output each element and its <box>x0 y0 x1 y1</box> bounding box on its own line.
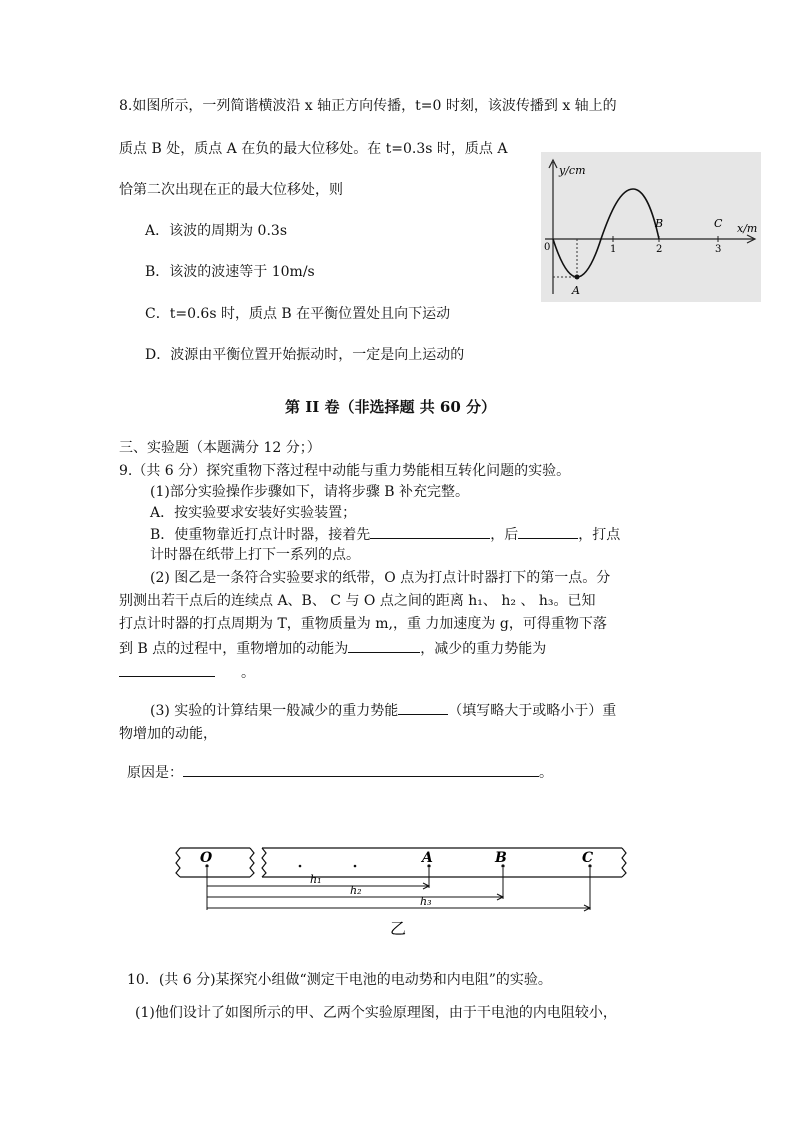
q8-option-d: D．波源由平衡位置开始振动时，一定是向上运动的 <box>145 347 465 363</box>
paper-tape-figure <box>170 840 670 940</box>
tape-caption: 乙 <box>390 919 407 938</box>
q9-part-2-line-2: 别测出若干点后的连续点 A、B、 C 与 O 点之间的距离 h₁、 h₂ 、 h₃。已知 <box>119 593 596 609</box>
tape-label-b: B <box>495 850 507 866</box>
tape-break-left <box>250 848 254 877</box>
q10-line-1: 10．(共 6 分)某探究小组做“测定干电池的电动势和内电阻”的实验。 <box>127 972 552 988</box>
q9-blank-4[interactable] <box>119 662 215 677</box>
dimension-h1-label: h₁ <box>310 873 322 886</box>
q9-period: 。 <box>241 665 255 681</box>
q9-kinetic-energy-text: 到 B 点的过程中，重物增加的动能为 <box>119 641 349 657</box>
q9-reason-label: 原因是： <box>127 765 183 781</box>
q9-reason <box>127 762 553 783</box>
y-axis-label: y/cm <box>559 164 586 177</box>
tick-label-1: 1 <box>610 244 617 255</box>
q8-option-c: C．t=0.6s 时，质点 B 在平衡位置处且向下运动 <box>145 306 451 322</box>
q9-step-b-mid: ，后 <box>490 527 519 543</box>
part-2-title: 第 II 卷（非选择题 共 60 分） <box>285 398 497 416</box>
tape-label-c: C <box>582 850 594 866</box>
q9-intro: 9.（共 6 分）探究重物下落过程中动能与重力势能相互转化问题的实验。 <box>119 463 571 479</box>
tick-label-2: 2 <box>656 244 663 255</box>
q9-blank-6[interactable] <box>183 762 539 777</box>
point-b-label: B <box>655 217 664 230</box>
q8-option-b: B．该波的波速等于 10m/s <box>145 264 315 280</box>
dimension-h2-label: h₂ <box>350 884 362 897</box>
q8-option-a: A．该波的周期为 0.3s <box>145 223 288 239</box>
q9-potential-energy-text: ，减少的重力势能为 <box>420 641 547 657</box>
wave-figure <box>541 152 761 302</box>
q10-line-2: (1)他们设计了如图所示的甲、乙两个实验原理图，由于干电池的内电阻较小， <box>135 1005 617 1021</box>
point-a-marker <box>575 275 580 280</box>
q9-part-3 <box>150 700 616 721</box>
tape-label-a: A <box>422 850 433 866</box>
tape-dot-1 <box>299 865 302 868</box>
dimension-h3-label: h₃ <box>420 895 432 908</box>
q9-part-2-line-5 <box>119 662 255 683</box>
q9-blank-2[interactable] <box>518 524 578 539</box>
q9-part-2-line-4 <box>119 638 546 659</box>
q9-part-2-line-1: (2) 图乙是一条符合实验要求的纸带，O 点为打点计时器打下的第一点。分 <box>150 570 611 586</box>
tape-dot-2 <box>354 865 357 868</box>
point-c-label: C <box>714 217 723 230</box>
tape-left-edge <box>176 848 180 877</box>
q9-reason-end: 。 <box>539 765 553 781</box>
q9-part-2-line-3: 打点计时器的打点周期为 T，重物质量为 m,，重 力加速度为 g，可得重物下落 <box>119 616 607 632</box>
q9-step-b-pre: B．使重物靠近打点计时器，接着先 <box>150 527 371 543</box>
tick-label-3: 3 <box>715 244 722 255</box>
q9-blank-5[interactable] <box>398 700 448 715</box>
q9-blank-1[interactable] <box>370 524 490 539</box>
q9-part-3-line-2: 物增加的动能， <box>119 726 217 742</box>
origin-label: 0 <box>544 242 551 253</box>
q9-step-b-post: ，打点 <box>578 527 621 543</box>
tape-label-o: O <box>200 850 213 866</box>
q9-step-b-continued: 计时器在纸带上打下一系列的点。 <box>150 547 360 563</box>
q8-line-3: 恰第二次出现在正的最大位移处，则 <box>119 182 343 198</box>
tape-right-edge <box>622 848 626 877</box>
q9-step-a: A．按实验要求安装好实验装置； <box>150 505 357 521</box>
q9-part-3-pre: (3) 实验的计算结果一般减少的重力势能 <box>150 703 399 719</box>
q9-step-b <box>150 524 620 545</box>
tape-break-right <box>262 848 266 877</box>
q9-blank-3[interactable] <box>348 638 420 653</box>
q8-line-1: 8.如图所示，一列简谐横波沿 x 轴正方向传播，t=0 时刻，该波传播到 x 轴上的 <box>119 98 617 114</box>
q9-part-3-post: （填写略大于或略小于）重 <box>448 703 617 719</box>
q9-part-1: (1)部分实验操作步骤如下，请将步骤 B 补充完整。 <box>150 484 470 500</box>
q8-line-2: 质点 B 处，质点 A 在负的最大位移处。在 t=0.3s 时，质点 A <box>119 141 508 157</box>
section-3-heading: 三、实验题（本题满分 12 分；） <box>119 440 321 456</box>
point-a-label: A <box>572 284 580 297</box>
x-axis-label: x/m <box>737 222 758 235</box>
